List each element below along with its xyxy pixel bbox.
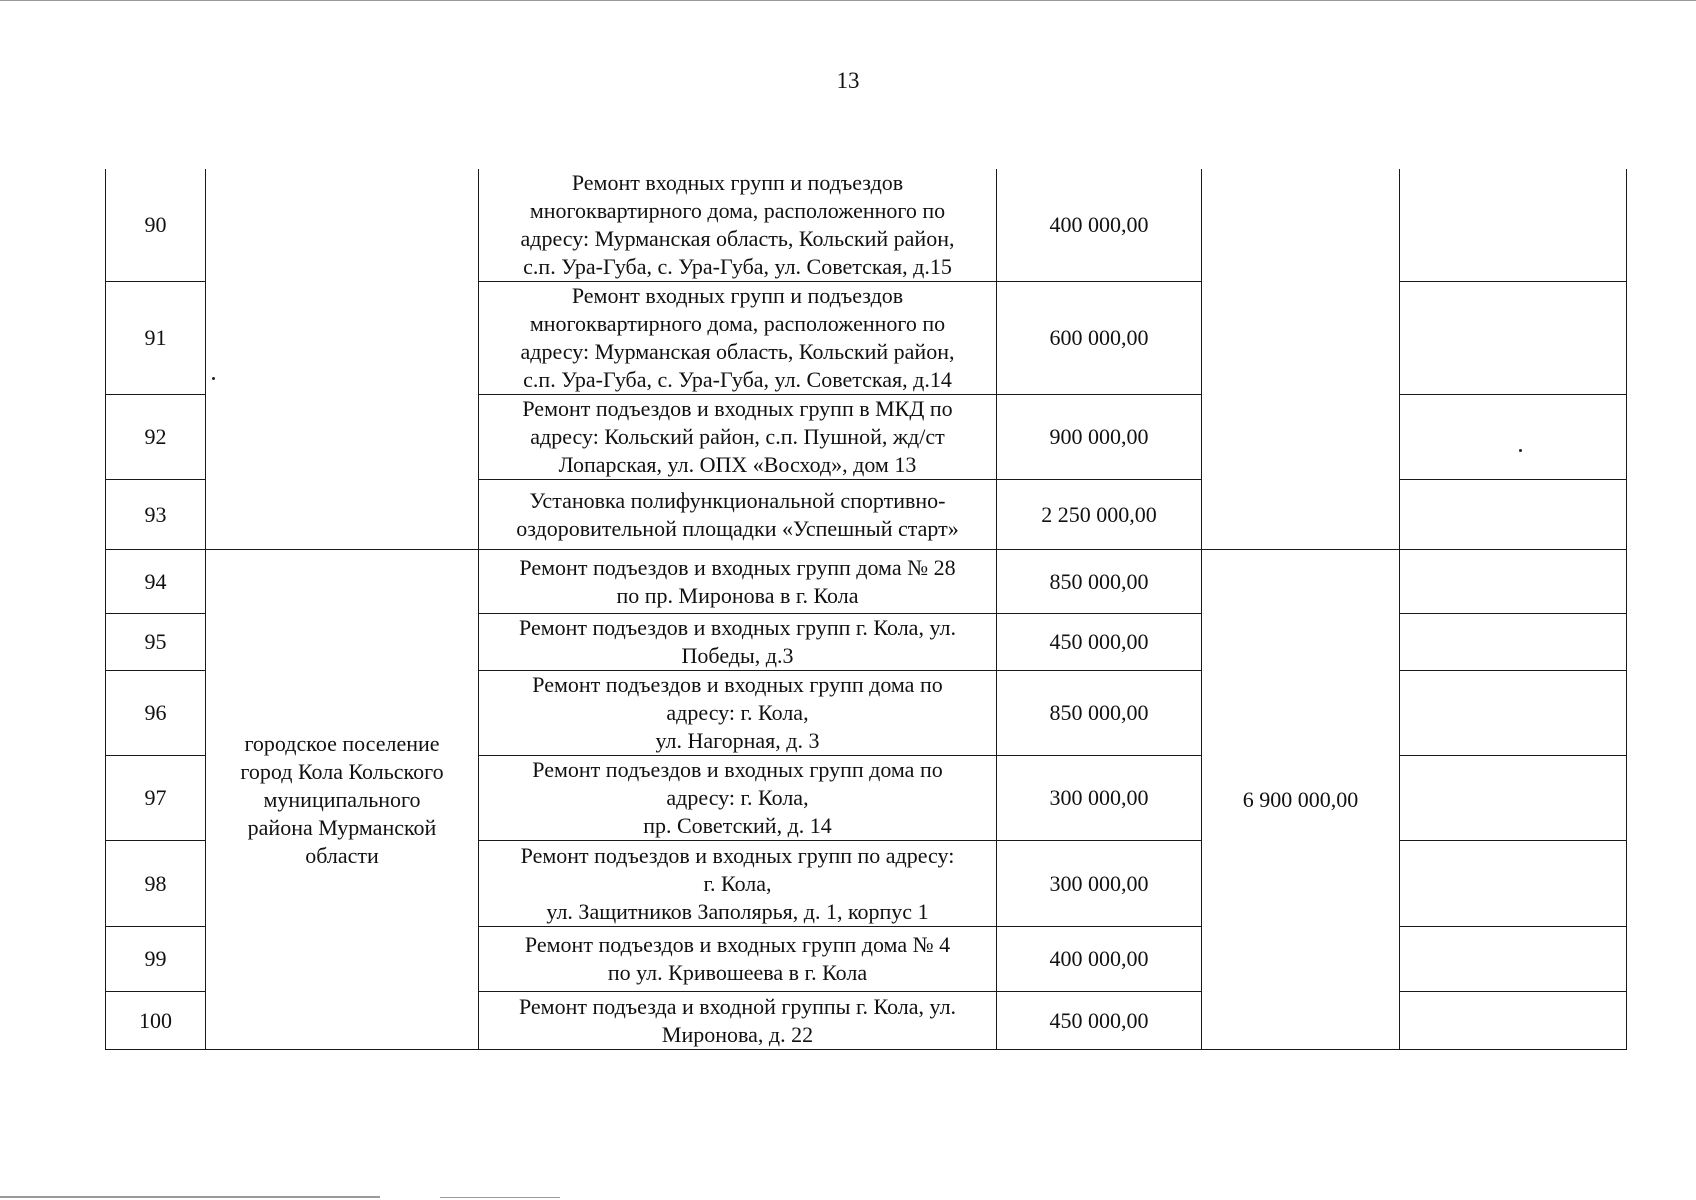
note-cell xyxy=(1400,395,1627,480)
municipality-cell: городское поселение город Кола Кольского муниципального района Мурманской области xyxy=(206,550,479,1050)
work-amount: 300 000,00 xyxy=(997,841,1202,927)
row-number: 100 xyxy=(106,992,206,1050)
work-amount: 850 000,00 xyxy=(997,671,1202,756)
work-description: Ремонт входных групп и подъездов многоквартирного дома, расположенного по адресу: Мурманская область, Кольский район, с.п. Ура-Губа, с. Ура-Губа, ул. Советская, д.14 xyxy=(479,282,997,395)
note-cell xyxy=(1400,671,1627,756)
note-cell xyxy=(1400,992,1627,1050)
work-description: Ремонт подъездов и входных групп дома по адресу: г. Кола, ул. Нагорная, д. 3 xyxy=(479,671,997,756)
note-cell xyxy=(1400,927,1627,992)
work-amount: 400 000,00 xyxy=(997,169,1202,282)
note-cell xyxy=(1400,282,1627,395)
note-cell xyxy=(1400,841,1627,927)
row-number: 99 xyxy=(106,927,206,992)
scan-speck xyxy=(1519,449,1522,452)
work-description: Ремонт подъездов и входных групп в МКД по адресу: Кольский район, с.п. Пушной, жд/ст Лопарская, ул. ОПХ «Восход», дом 13 xyxy=(479,395,997,480)
work-amount: 450 000,00 xyxy=(997,614,1202,671)
page-number: 13 xyxy=(836,68,860,93)
work-amount: 900 000,00 xyxy=(997,395,1202,480)
work-description: Ремонт входных групп и подъездов многоквартирного дома, расположенного по адресу: Мурманская область, Кольский район, с.п. Ура-Губа, с. Ура-Губа, ул. Советская, д.15 xyxy=(479,169,997,282)
row-number: 95 xyxy=(106,614,206,671)
work-description: Ремонт подъездов и входных групп г. Кола, ул. Победы, д.3 xyxy=(479,614,997,671)
row-number: 96 xyxy=(106,671,206,756)
scan-speck xyxy=(212,377,215,380)
table-row xyxy=(106,550,1627,614)
municipality-cell xyxy=(206,169,479,550)
work-description: Установка полифункциональной спортивно- оздоровительной площадки «Успешный старт» xyxy=(479,480,997,550)
row-number: 97 xyxy=(106,756,206,841)
work-amount: 400 000,00 xyxy=(997,927,1202,992)
note-cell xyxy=(1400,614,1627,671)
work-amount: 600 000,00 xyxy=(997,282,1202,395)
municipality-total: 6 900 000,00 xyxy=(1202,550,1400,1050)
table-row xyxy=(106,169,1627,282)
work-description: Ремонт подъездов и входных групп по адресу: г. Кола, ул. Защитников Заполярья, д. 1, корпус 1 xyxy=(479,841,997,927)
work-description: Ремонт подъезда и входной группы г. Кола, ул. Миронова, д. 22 xyxy=(479,992,997,1050)
work-amount: 300 000,00 xyxy=(997,756,1202,841)
work-amount: 850 000,00 xyxy=(997,550,1202,614)
row-number: 92 xyxy=(106,395,206,480)
grant-table xyxy=(105,169,1627,1050)
row-number: 98 xyxy=(106,841,206,927)
scan-edge-bottom-mid xyxy=(440,1197,560,1198)
scan-edge-bottom-left xyxy=(0,1196,380,1198)
row-number: 91 xyxy=(106,282,206,395)
work-description: Ремонт подъездов и входных групп дома по адресу: г. Кола, пр. Советский, д. 14 xyxy=(479,756,997,841)
work-description: Ремонт подъездов и входных групп дома № 4 по ул. Кривошеева в г. Кола xyxy=(479,927,997,992)
note-cell xyxy=(1400,756,1627,841)
note-cell xyxy=(1400,550,1627,614)
row-number: 93 xyxy=(106,480,206,550)
row-number: 90 xyxy=(106,169,206,282)
work-description: Ремонт подъездов и входных групп дома № 28 по пр. Миронова в г. Кола xyxy=(479,550,997,614)
work-amount: 2 250 000,00 xyxy=(997,480,1202,550)
note-cell xyxy=(1400,480,1627,550)
scan-edge-top xyxy=(0,0,1696,1)
row-number: 94 xyxy=(106,550,206,614)
note-cell xyxy=(1400,169,1627,282)
work-amount: 450 000,00 xyxy=(997,992,1202,1050)
municipality-total xyxy=(1202,169,1400,550)
